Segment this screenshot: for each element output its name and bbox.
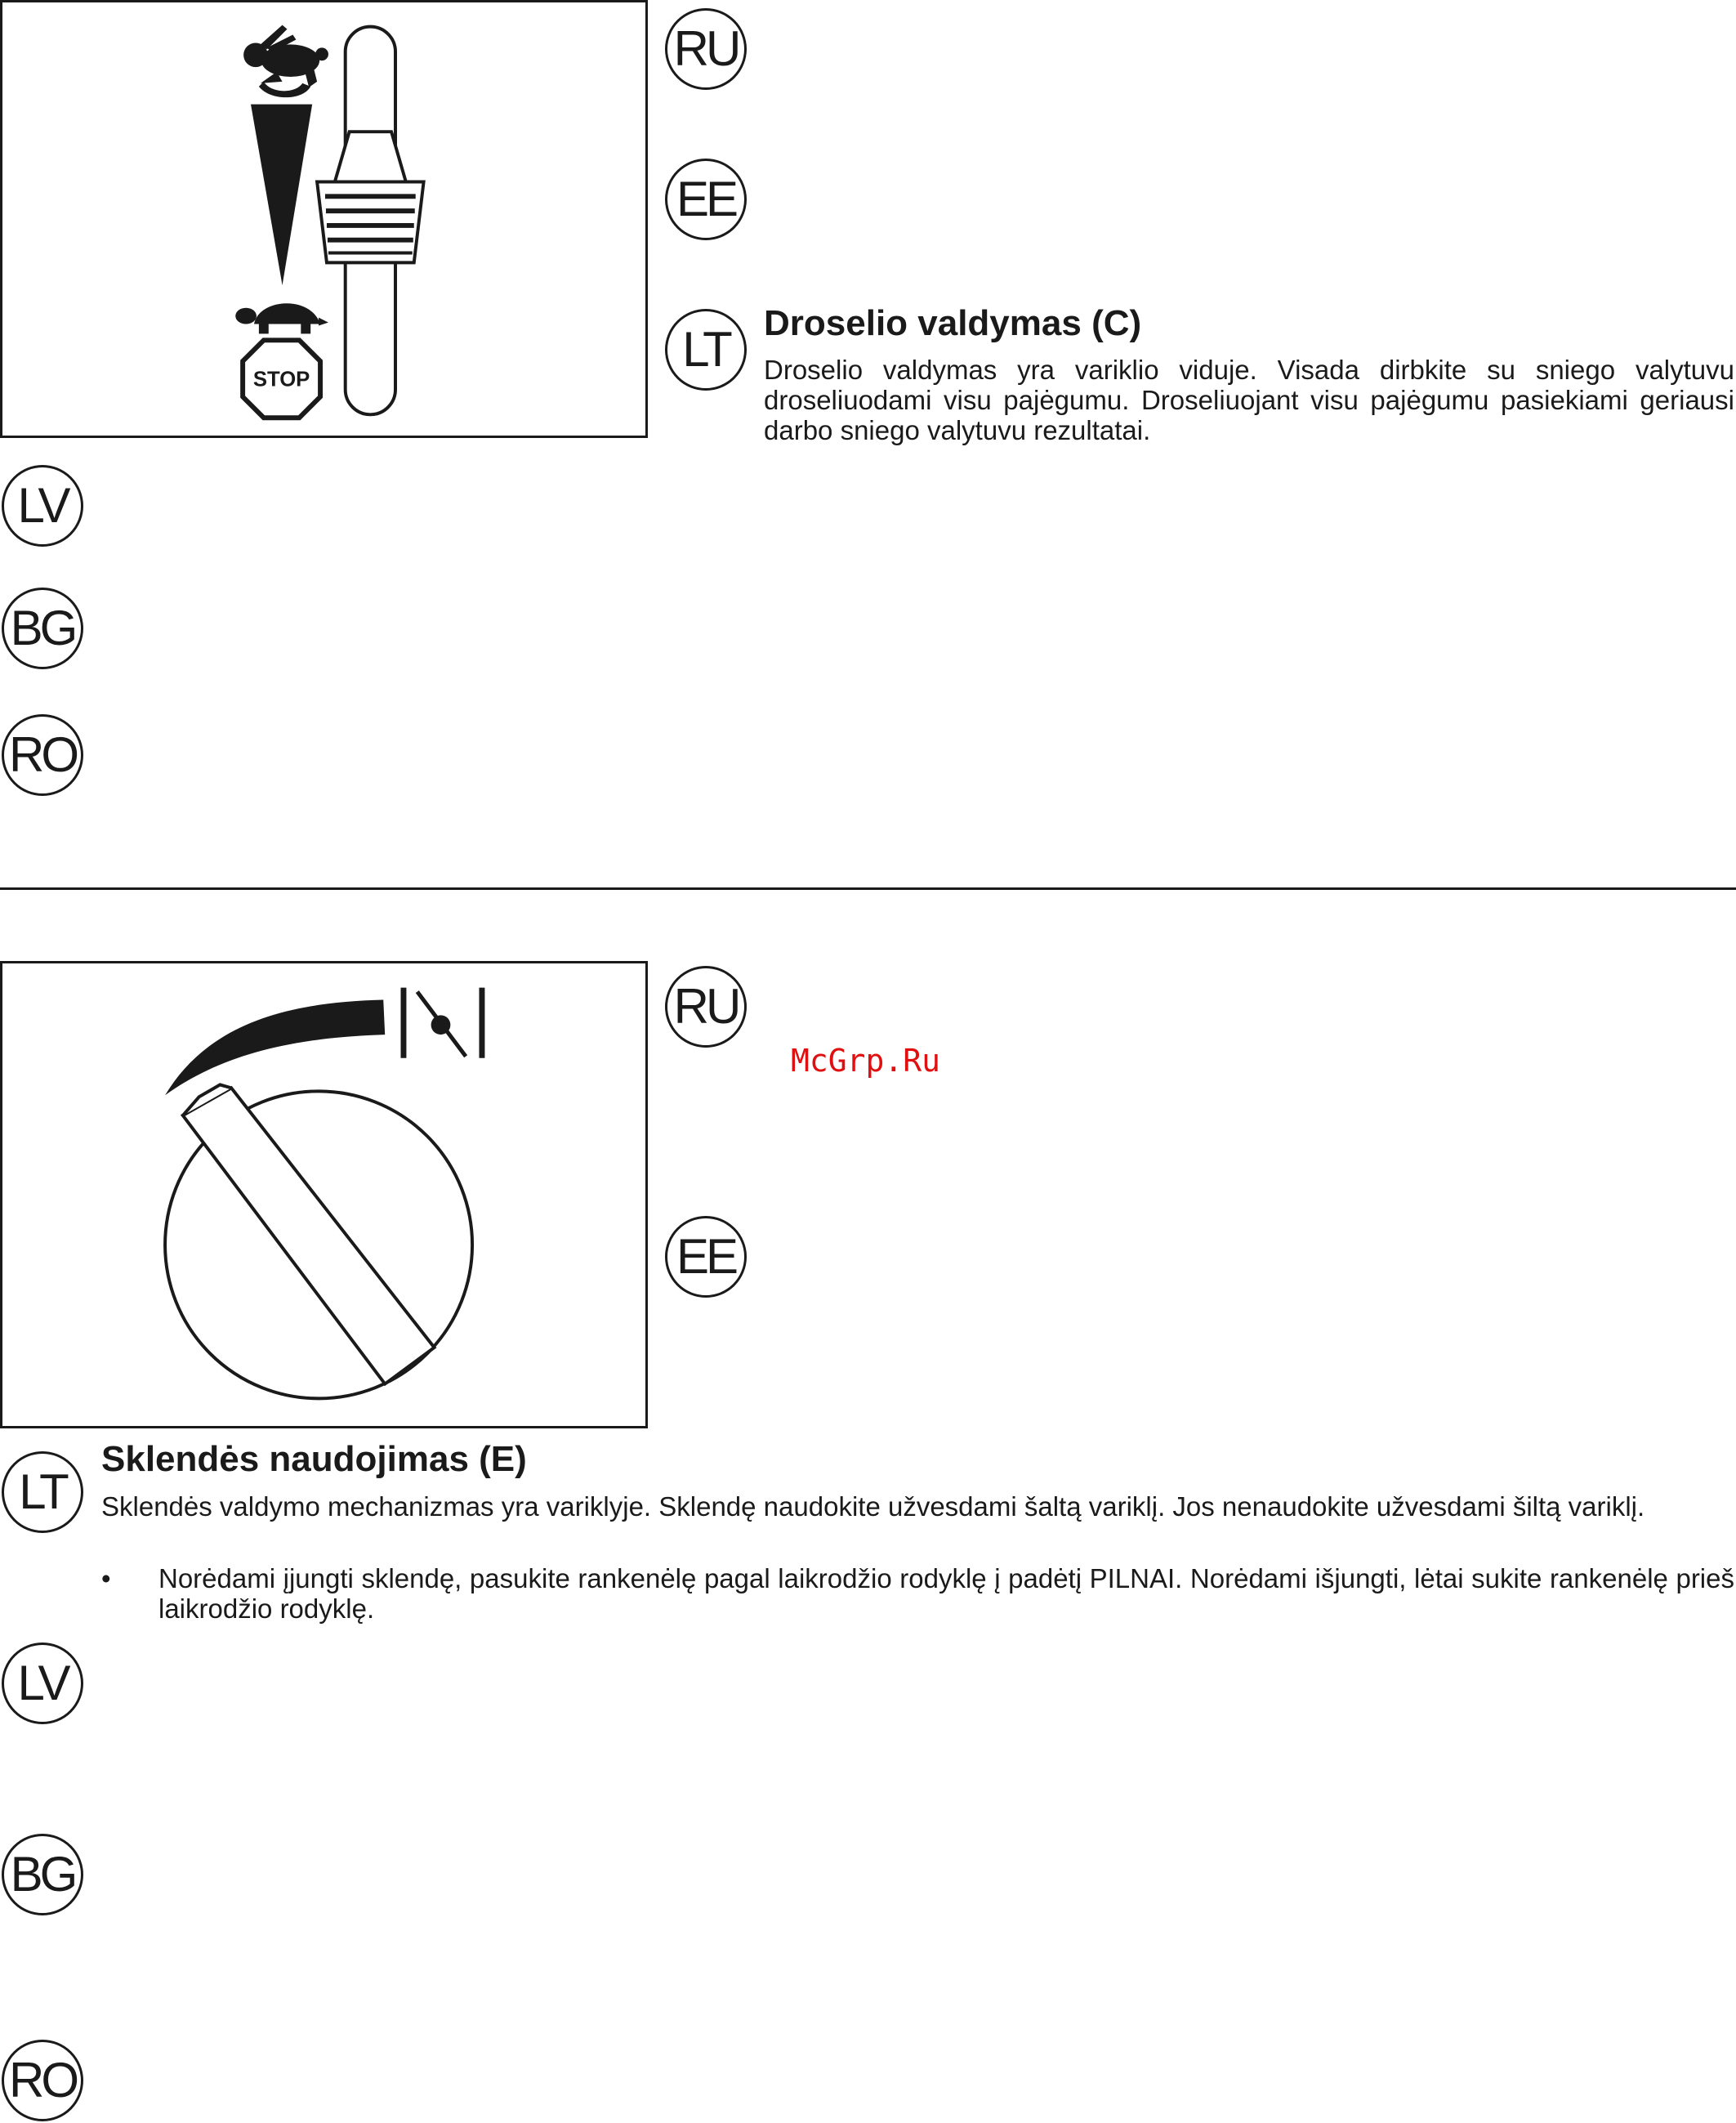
throttle-illustration	[2, 2, 645, 436]
watermark: McGrp.Ru	[791, 1043, 941, 1079]
svg-text:STOP: STOP	[252, 368, 310, 391]
rabbit-icon	[243, 25, 328, 97]
lang-badge-ro: RO	[2, 714, 83, 796]
throttle-lever-icon	[317, 27, 424, 415]
bullet-dot: •	[101, 1563, 111, 1593]
choke-figure	[0, 961, 648, 1428]
section-divider	[0, 887, 1736, 890]
lang-badge-lv-2: LV	[2, 1643, 83, 1724]
choke-symbol-icon	[404, 988, 482, 1058]
throttle-section-paragraph: Droselio valdymas yra variklio viduje. Visada dirbkite su sniego valytuvu droseliuodami visu pajėgumu. Droseliuojant visu pajėgumu pasiekiami geriausi darbo sniego valytuvu rezultatai.	[764, 355, 1734, 445]
lang-badge-lv: LV	[2, 465, 83, 547]
lang-badge-ru: RU	[665, 8, 747, 90]
choke-bullet-item	[101, 1563, 1734, 1629]
choke-section-title: Sklendės naudojimas (E)	[101, 1439, 527, 1479]
choke-arc-icon	[165, 1000, 385, 1096]
choke-illustration	[2, 963, 645, 1426]
throttle-figure	[0, 0, 648, 438]
choke-bullet-text: Norėdami įjungti sklendę, pasukite rankenėlę pagal laikrodžio rodyklę į padėtį PILNAI. Norėdami išjungti, lėtai sukite rankenėlę prieš laikrodžio rodyklę.	[158, 1563, 1734, 1624]
stop-sign-icon	[243, 340, 320, 418]
lang-badge-lt-2: LT	[2, 1451, 83, 1533]
choke-section-paragraph: Sklendės valdymo mechanizmas yra variklyje. Sklendę naudokite užvesdami šaltą variklį. Jos nenaudokite užvesdami šiltą variklį.	[101, 1491, 1645, 1522]
speed-wedge-icon	[251, 105, 312, 285]
lang-badge-bg: BG	[2, 588, 83, 669]
lang-badge-lt: LT	[665, 309, 747, 391]
throttle-section-title: Droselio valdymas (C)	[764, 303, 1142, 343]
lang-badge-ru-2: RU	[665, 966, 747, 1048]
lang-badge-bg-2: BG	[2, 1834, 83, 1915]
turtle-icon	[235, 303, 328, 333]
lang-badge-ro-2: RO	[2, 2040, 83, 2121]
lang-badge-ee: EE	[665, 159, 747, 240]
lang-badge-ee-2: EE	[665, 1216, 747, 1298]
choke-knob-icon	[165, 1084, 472, 1398]
